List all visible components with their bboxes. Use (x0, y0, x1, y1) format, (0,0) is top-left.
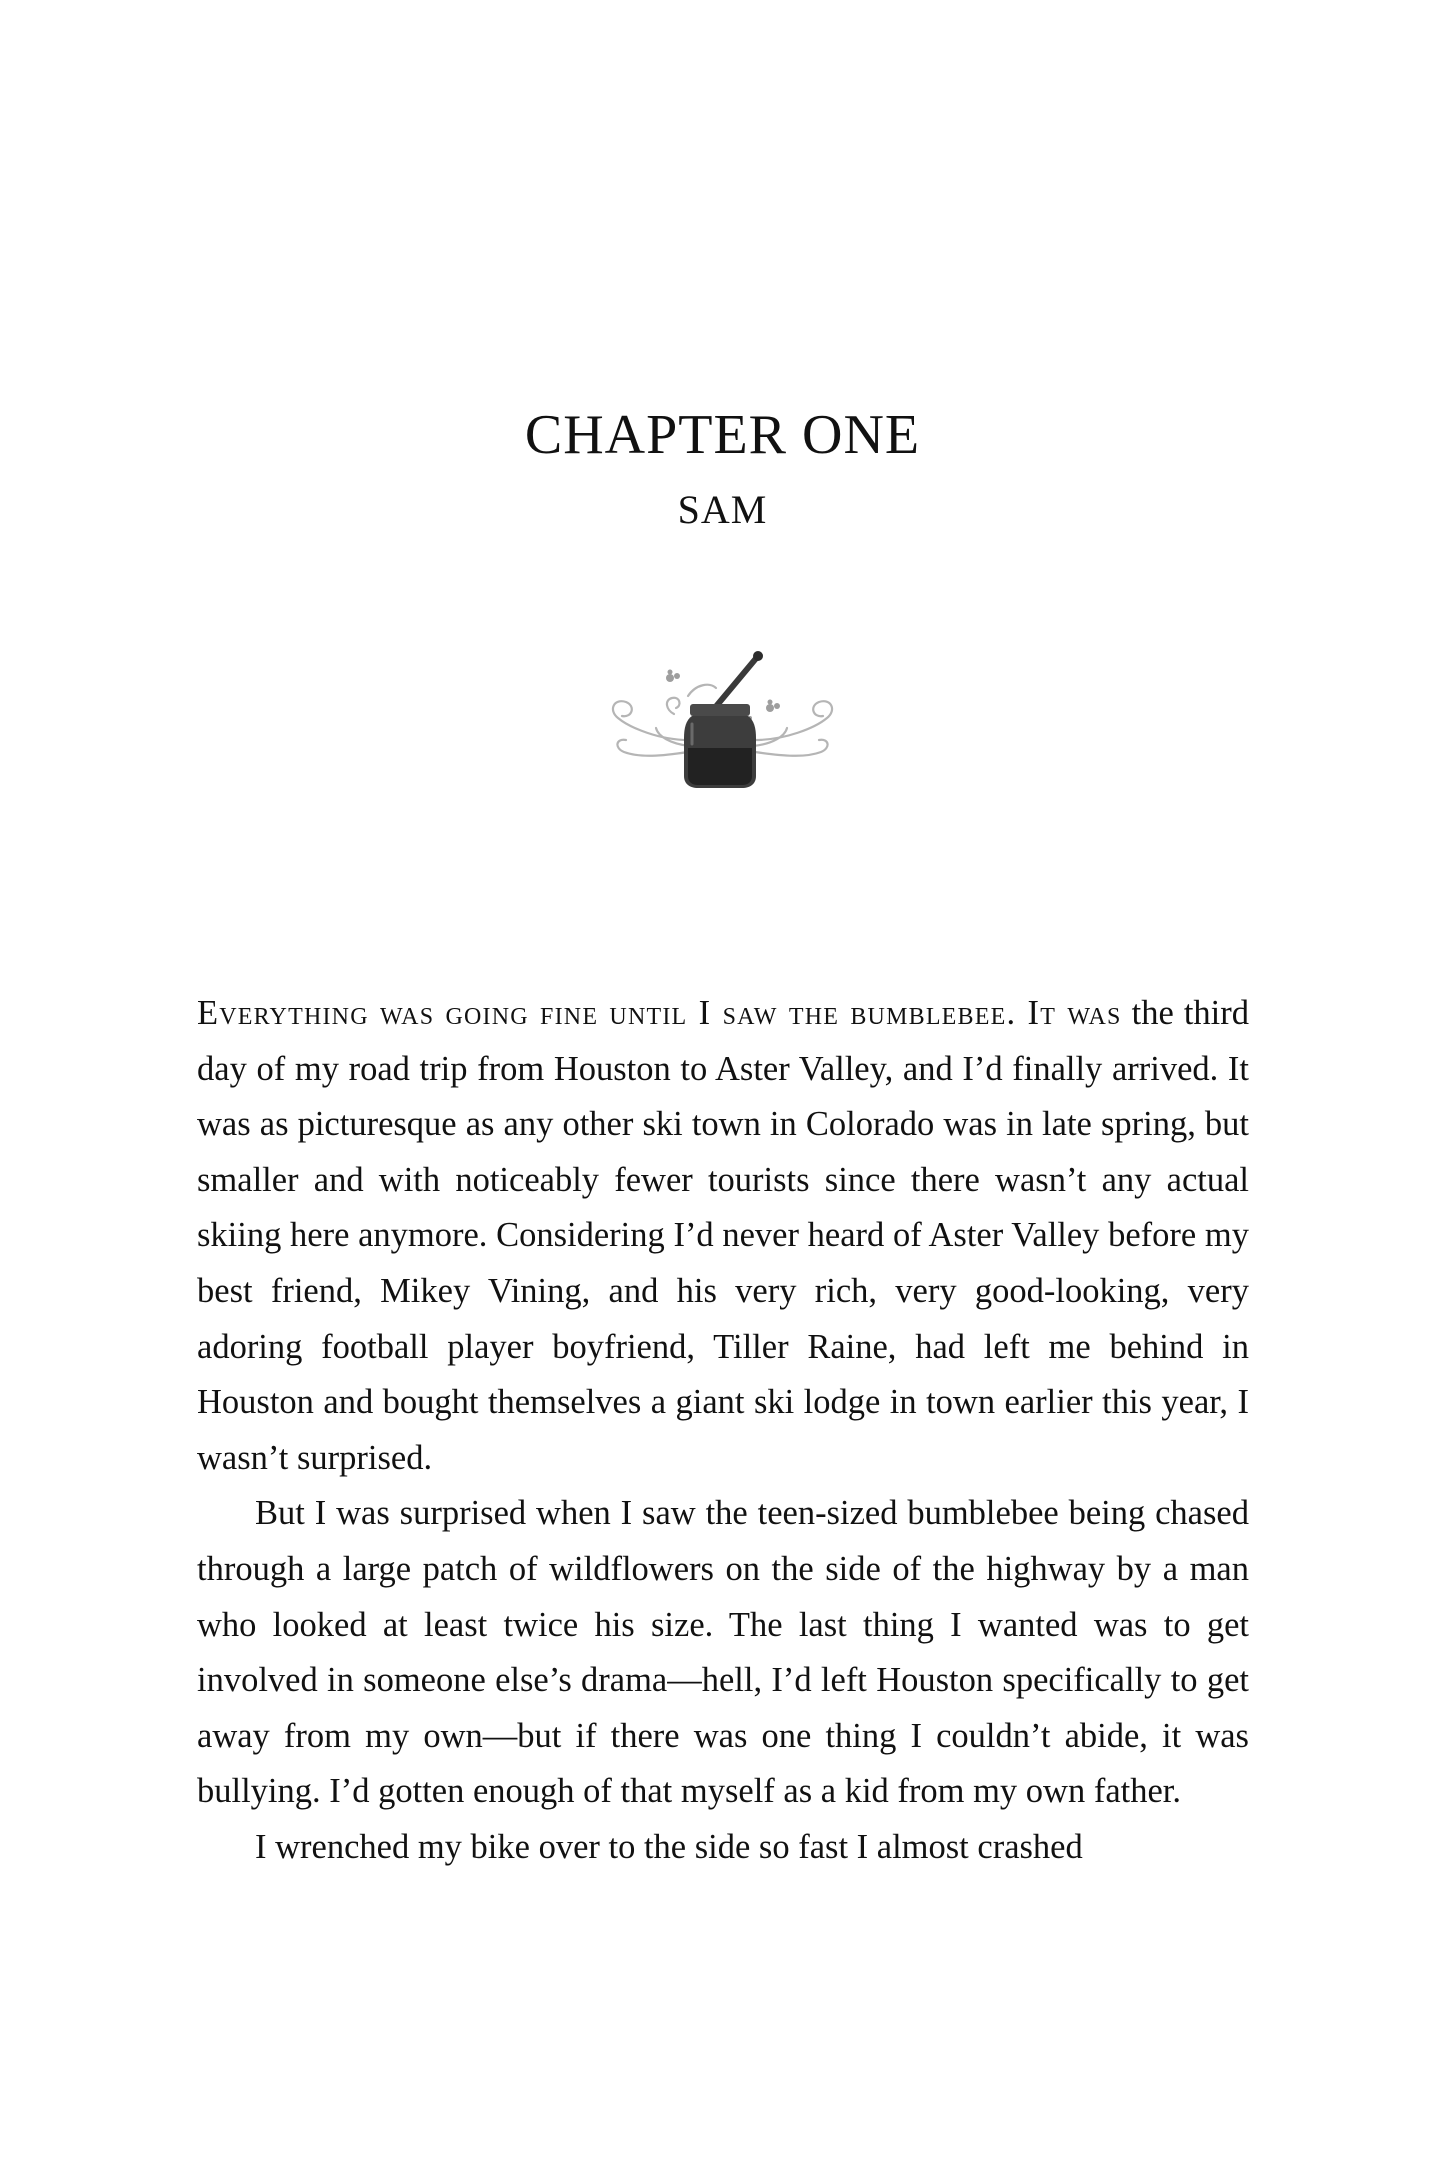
paragraph: But I was surprised when I saw the teen-sized bumblebee being chased through a large patch of wildflowers on the side of the highway by a man who looked at least twice his size. The last thing I wanted was to get involved in someone else’s drama—hell, I’d left Houston specifically to get away from my own—but if there was one thing I couldn’t abide, it was bullying. I’d gotten enough of that myself as a kid from my own father. (197, 1494, 1249, 1811)
chapter-title: CHAPTER ONE (524, 404, 921, 466)
paragraph (197, 986, 1249, 1486)
honey-jar-icon (600, 648, 845, 790)
chapter-pov-name: SAM (677, 487, 768, 532)
paragraph-text: the third day of my road trip from Houston to Aster Valley, and I’d finally arrived. It was as picturesque as any other ski town in Colorado was in late spring, but smaller and with noticeably fewer tourists since there wasn’t any actual skiing here anymore. Considering I’d never heard of Aster Valley before my best friend, Mikey Vining, and his very rich, very good-looking, very adoring football player boyfriend, Tiller Raine, had left me behind in Houston and bought themselves a giant ski lodge in town earlier this year, I wasn’t surprised. (197, 994, 1249, 1477)
paragraph: I wrenched my bike over to the side so fast I almost crashed (255, 1827, 1083, 1866)
chapter-heading (0, 400, 1445, 540)
chapter-body (197, 986, 1249, 1876)
opening-smallcaps: Everything was going fine until I saw the bumblebee. It was (197, 994, 1122, 1032)
